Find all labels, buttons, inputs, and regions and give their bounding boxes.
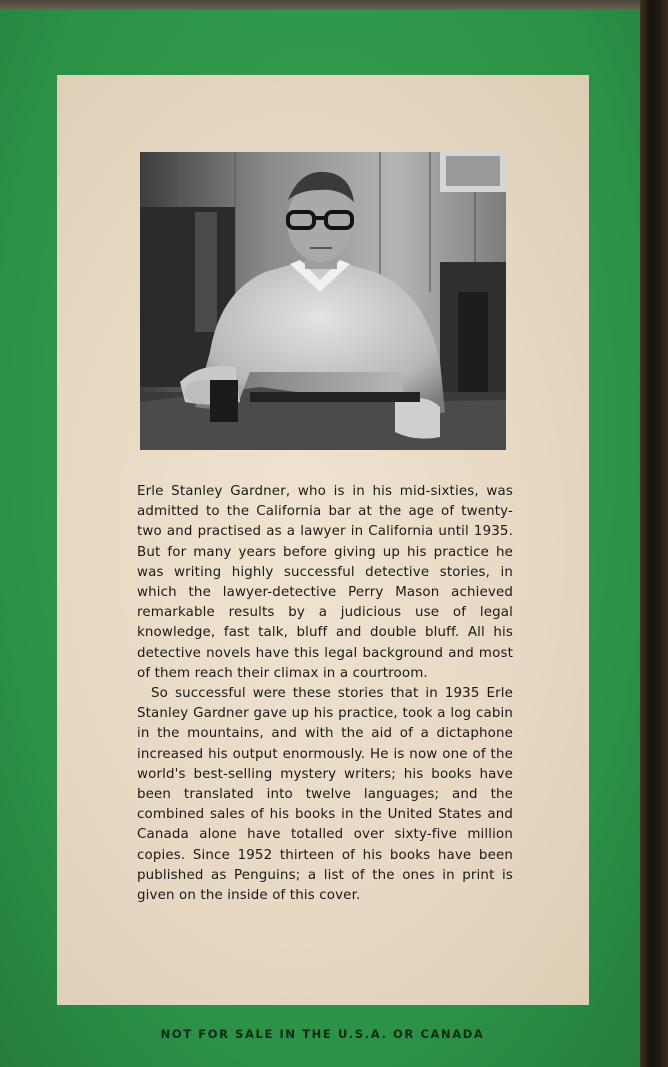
- book-spine-edge: [640, 0, 668, 1067]
- bio-paragraph-1: Erle Stanley Gardner, who is in his mid-sixties, was admitted to the California bar at the age of twenty-two and practised as a lawyer in California until 1935. But for many years before giving up his practice he was writing highly successful detective stories, in which the lawyer-detective Perry Mason achieved remarkable results by a judicious use of legal knowledge, fast talk, bluff and double bluff. All his detective novels have this legal background and most of them reach their climax in a courtroom.: [137, 484, 513, 681]
- author-photo: [140, 152, 506, 450]
- sale-restriction-notice: NOT FOR SALE IN THE U.S.A. OR CANADA: [160, 1027, 485, 1041]
- bio-paragraph-2: So successful were these stories that in 1935 Erle Stanley Gardner gave up his practice, took a log cabin in the mountains, and with the aid of a dictaphone increased his output enormously. He is now one of the world's best-selling mystery writers; his books have been translated into twelve languages; and the combined sales of his books in the United States and Canada alone have totalled over sixty-five million copies. Since 1952 thirteen of his books have been published as Penguins; a list of the ones in print is given on the inside of this cover.: [137, 686, 513, 904]
- author-biography: [137, 482, 513, 906]
